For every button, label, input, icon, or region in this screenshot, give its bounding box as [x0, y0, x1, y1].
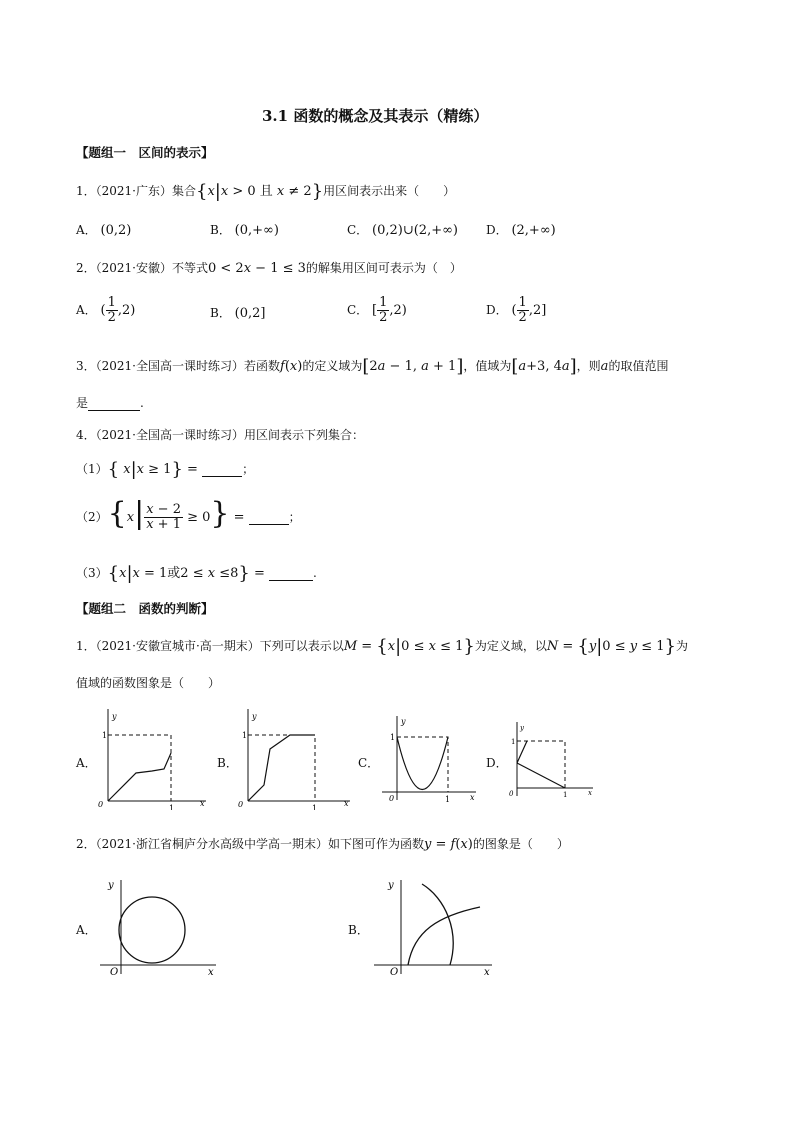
svg-text:x: x [208, 967, 214, 976]
option-value: (2,+∞) [511, 223, 556, 238]
group-heading-2: 【题组二 函数的判断】 [76, 601, 214, 616]
svg-text:y: y [112, 712, 117, 721]
option-a[interactable]: A． ( $\frac{1}{2}$ ,2) [76, 295, 136, 325]
svg-text:1: 1 [390, 733, 396, 742]
svg-text:x: x [588, 789, 592, 797]
question-2-1: 1．（2021·安徽宣城市·高一期末）下列可以表示以M = {x|0 ≤ x ≤ 1}为定义域，以N = {y|0 ≤ y ≤ 1}为 [76, 636, 688, 657]
option-c[interactable]: C． (0,2)∪(2,+∞) [347, 223, 458, 238]
graph-option-b[interactable] [232, 705, 354, 810]
svg-text:1: 1 [312, 804, 318, 810]
graph-option-d-label[interactable]: D． [486, 756, 508, 770]
question-1-3-line2: 是 . [76, 396, 144, 410]
svg-text:0: 0 [238, 800, 244, 809]
svg-text:0: 0 [509, 790, 514, 798]
option-d[interactable]: D． (2,+∞) [486, 223, 556, 238]
svg-text:1: 1 [102, 731, 108, 740]
group-heading-1: 【题组一 区间的表示】 [76, 145, 214, 160]
graph-option-b-label[interactable]: B． [348, 923, 369, 937]
svg-text:x: x [470, 793, 475, 802]
svg-text:y: y [108, 880, 114, 891]
option-value: (0,2) [100, 223, 132, 238]
answer-blank[interactable] [88, 396, 140, 411]
answer-blank[interactable] [202, 462, 242, 477]
inequality: 0 < 2x − 1 ≤ 3 [208, 261, 306, 276]
svg-text:O: O [110, 967, 119, 976]
svg-text:1: 1 [563, 791, 568, 799]
answer-blank[interactable] [269, 566, 313, 581]
graph-option-b-label[interactable]: B． [217, 756, 238, 770]
graph-option-a[interactable] [92, 705, 212, 810]
graph-option-a-label[interactable]: A． [76, 756, 97, 770]
graph-option-c-label[interactable]: C． [358, 756, 380, 770]
svg-text:y: y [252, 712, 257, 721]
option-d[interactable]: D． ( $\frac{1}{2}$ ,2] [486, 295, 547, 325]
svg-text:y: y [388, 880, 394, 891]
svg-text:1: 1 [242, 731, 248, 740]
question-2-2: 2．（2021·浙江省桐庐分水高级中学高一期末）如下图可作为函数y = f(x)的图象是（ ） [76, 837, 569, 852]
svg-text:x: x [484, 967, 490, 976]
question-1-4-item-1: （1）{ x|x ≥ 1} = ； [76, 459, 255, 480]
question-1-3: 3．（2021·全国高一课时练习）若函数f(x)的定义域为[2a − 1, a + 1]，值域为[a+3, 4a]，则a的取值范围 [76, 356, 669, 377]
graph-option-d[interactable] [503, 718, 599, 800]
set-expression: {x|x > 0 且 x ≠ 2} [196, 181, 324, 202]
question-text: 用区间表示出来（ ） [323, 184, 456, 198]
question-2-1-line2: 值域的函数图象是（ ） [76, 676, 221, 690]
svg-text:x: x [200, 799, 205, 808]
svg-text:1: 1 [445, 795, 451, 804]
option-b[interactable]: B． (0,+∞) [210, 223, 279, 238]
svg-text:y: y [401, 717, 406, 726]
question-text: 1．（2021·广东）集合 [76, 184, 196, 198]
option-b[interactable]: B． (0,2] [210, 306, 266, 321]
answer-blank[interactable] [249, 510, 289, 525]
svg-text:x: x [344, 799, 349, 808]
svg-text:1: 1 [169, 804, 175, 810]
svg-text:0: 0 [389, 794, 395, 803]
svg-text:0: 0 [98, 800, 104, 809]
question-1-4-item-3: （3）{x|x = 1或2 ≤ x ≤8} = . [76, 563, 317, 584]
graph-option-b[interactable] [370, 876, 498, 976]
page-title: 3.1 函数的概念及其表示（精练） [262, 107, 489, 125]
option-a[interactable]: A． (0,2) [76, 223, 132, 238]
graph-option-a-label[interactable]: A． [76, 923, 97, 937]
question-1-2: 2．（2021·安徽）不等式0 < 2x − 1 ≤ 3的解集用区间可表示为（ ） [76, 261, 462, 276]
graph-option-c[interactable] [372, 712, 482, 804]
option-c[interactable]: C． [ $\frac{1}{2}$ ,2) [347, 295, 407, 325]
svg-text:y: y [520, 724, 524, 732]
svg-text:O: O [390, 967, 399, 976]
option-value: (0,2)∪(2,+∞) [372, 223, 458, 238]
graph-option-a[interactable] [96, 876, 224, 976]
option-value: (0,+∞) [234, 223, 279, 238]
svg-text:1: 1 [511, 738, 516, 746]
question-1-1 [76, 180, 455, 201]
question-1-4-item-2: （2）{x| $\frac{x - 2}{x + 1}$ ≥ 0} = ； [76, 496, 301, 532]
question-1-4: 4．（2021·全国高一课时练习）用区间表示下列集合： [76, 428, 364, 442]
